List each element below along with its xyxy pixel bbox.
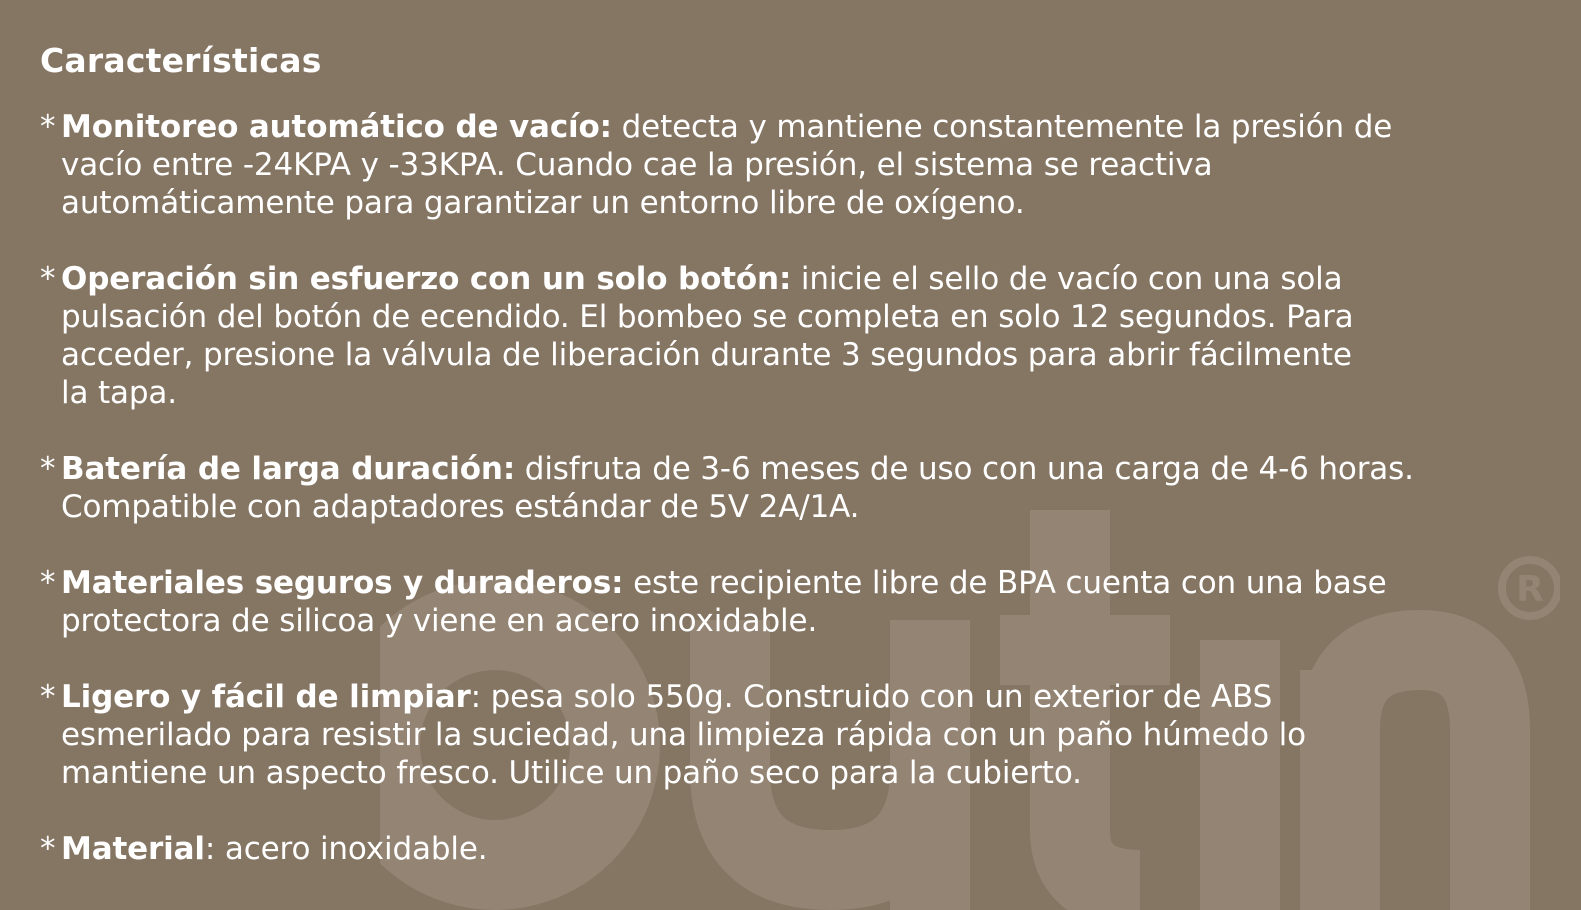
- feature-item: [40, 450, 1540, 526]
- feature-item: [40, 108, 1540, 222]
- feature-text: : pesa solo 550g. Construido con un exterior de ABS: [470, 679, 1273, 715]
- feature-line: [61, 260, 1540, 298]
- feature-line: [61, 716, 1540, 754]
- feature-line: [61, 602, 1540, 640]
- feature-line: [61, 488, 1540, 526]
- feature-text: detecta y mantiene constantemente la presión de: [611, 109, 1393, 145]
- section-title: Características: [40, 41, 322, 80]
- feature-heading: Batería de larga duración:: [61, 451, 516, 487]
- feature-item: [40, 830, 1540, 868]
- feature-line: [61, 830, 1540, 868]
- feature-item: [40, 260, 1540, 412]
- bullet-asterisk: *: [40, 565, 56, 601]
- feature-text: este recipiente libre de BPA cuenta con una base: [623, 565, 1387, 601]
- bullet-asterisk: *: [40, 109, 56, 145]
- bullet-asterisk: *: [40, 831, 56, 867]
- feature-text: la tapa.: [61, 375, 177, 411]
- feature-text: : acero inoxidable.: [204, 831, 488, 867]
- feature-text: protectora de silicoa y viene en acero inoxidable.: [61, 603, 818, 639]
- feature-line: [61, 298, 1540, 336]
- bullet-asterisk: *: [40, 679, 56, 715]
- feature-text: vacío entre -24KPA y -33KPA. Cuando cae la presión, el sistema se reactiva: [61, 147, 1213, 183]
- feature-line: [61, 336, 1540, 374]
- feature-line: [61, 146, 1540, 184]
- feature-line: [61, 108, 1540, 146]
- bullet-asterisk: *: [40, 451, 56, 487]
- feature-text: esmerilado para resistir la suciedad, una limpieza rápida con un paño húmedo lo: [61, 717, 1306, 753]
- feature-heading: Material: [61, 831, 205, 867]
- feature-line: [61, 564, 1540, 602]
- features-panel: [40, 38, 1540, 906]
- feature-line: [61, 678, 1540, 716]
- feature-text: mantiene un aspecto fresco. Utilice un paño seco para la cubierto.: [61, 755, 1082, 791]
- feature-text: Compatible con adaptadores estándar de 5V 2A/1A.: [61, 489, 860, 525]
- feature-text: acceder, presione la válvula de liberación durante 3 segundos para abrir fácilmente: [61, 337, 1352, 373]
- feature-heading: Operación sin esfuerzo con un solo botón:: [61, 261, 792, 297]
- feature-line: [61, 374, 1540, 412]
- feature-text: pulsación del botón de ecendido. El bombeo se completa en solo 12 segundos. Para: [61, 299, 1354, 335]
- feature-text: automáticamente para garantizar un entorno libre de oxígeno.: [61, 185, 1025, 221]
- feature-heading: Materiales seguros y duraderos:: [61, 565, 624, 601]
- feature-line: [61, 184, 1540, 222]
- features-list: [40, 108, 1540, 868]
- feature-text: inicie el sello de vacío con una sola: [791, 261, 1343, 297]
- feature-heading: Ligero y fácil de limpiar: [61, 679, 471, 715]
- feature-line: [61, 754, 1540, 792]
- feature-line: [61, 450, 1540, 488]
- svg-text:R: R: [1516, 569, 1544, 610]
- feature-item: [40, 564, 1540, 640]
- bullet-asterisk: *: [40, 261, 56, 297]
- feature-heading: Monitoreo automático de vacío:: [61, 109, 612, 145]
- feature-item: [40, 678, 1540, 792]
- feature-text: disfruta de 3-6 meses de uso con una carga de 4-6 horas.: [515, 451, 1414, 487]
